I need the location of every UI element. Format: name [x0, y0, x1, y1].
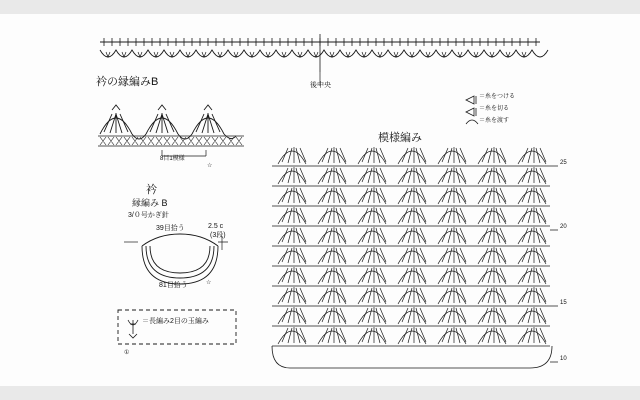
subtitle-collar-edging-b: 縁編み B — [132, 198, 168, 208]
legend-item-0-text: ＝糸をつける — [479, 94, 516, 100]
row-marker-10: 10 — [560, 356, 567, 362]
label-neck-depth-rows: (3段) — [210, 232, 226, 239]
label-star-collar: ☆ — [206, 280, 212, 286]
row-marker-25: 25 — [560, 160, 567, 166]
label-back-center: 後中央 — [310, 82, 331, 89]
label-hook-size: 3/０号かぎ針 — [128, 212, 169, 219]
label-star-edging: ☆ — [207, 163, 213, 169]
stitch-key-text: ＝長編み2目の玉編み — [142, 318, 209, 325]
top-scallop-border — [100, 34, 548, 72]
title-collar: 衿 — [146, 184, 157, 196]
row-marker-15: 15 — [560, 300, 567, 306]
label-neck-depth-cm: 2.5 c — [208, 223, 224, 230]
label-repeat-note: 8目1模様 — [160, 156, 185, 162]
stitch-key-mark: ① — [124, 350, 130, 356]
collar-schematic — [124, 234, 228, 284]
stitch-key-box — [118, 310, 236, 344]
label-neck-bottom-stitches: 81目拾う — [159, 282, 188, 289]
legend-symbols — [466, 96, 478, 124]
label-neck-left-stitches: 39目拾う — [156, 225, 185, 232]
bottom-band — [0, 386, 640, 400]
top-band — [0, 0, 640, 14]
legend-item-2-text: ＝糸を渡す — [479, 118, 510, 124]
title-pattern-stitch: 模様編み — [378, 132, 422, 144]
diagram-canvas — [0, 14, 640, 386]
diagram-sheet — [0, 14, 640, 386]
collar-edging-b-chart — [98, 105, 244, 156]
pattern-stitch-grid — [272, 147, 558, 368]
title-collar-edging-b: 衿の縁編みB — [96, 76, 159, 88]
row-marker-20: 20 — [560, 224, 567, 230]
legend-item-1-text: ＝糸を切る — [479, 106, 510, 112]
